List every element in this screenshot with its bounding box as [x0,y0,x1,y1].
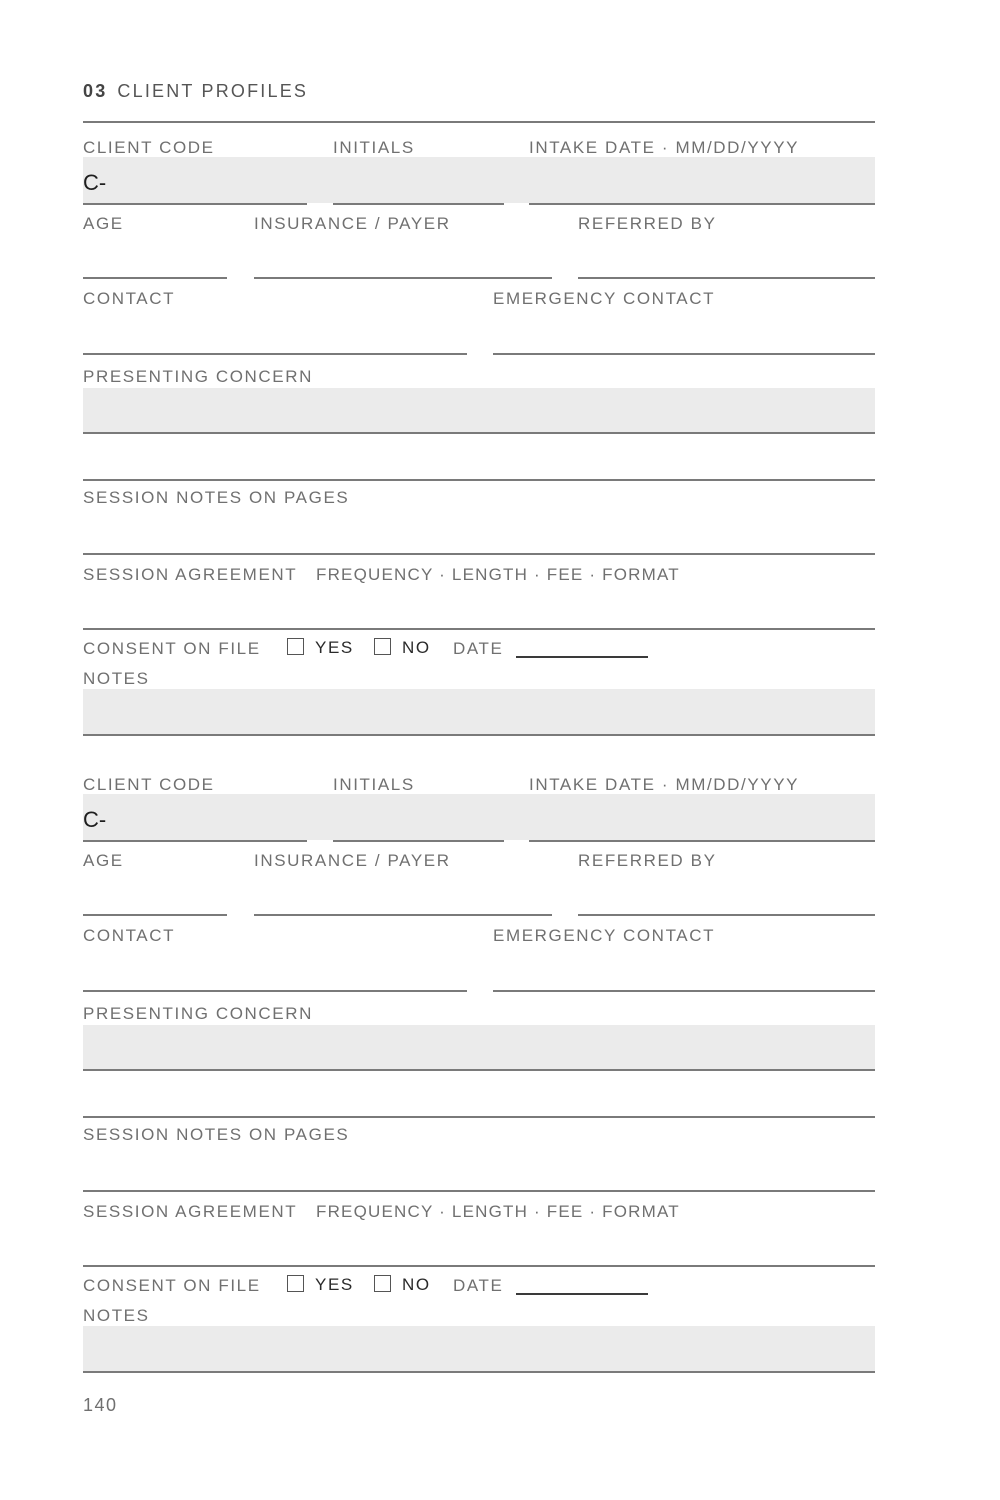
emergency-contact-label: EMERGENCY CONTACT [493,926,716,945]
consent-label: CONSENT ON FILE [83,639,261,658]
contact-label: CONTACT [83,926,176,945]
contact-label: CONTACT [83,289,176,308]
presenting-concern-line-1[interactable] [83,432,875,434]
client-code-field[interactable] [83,840,307,842]
consent-yes-checkbox[interactable] [287,638,304,655]
contact-field[interactable] [83,990,467,992]
notes-field[interactable] [83,1371,875,1373]
presenting-concern-line-2[interactable] [83,1116,875,1118]
session-agreement-hint: FREQUENCY · LENGTH · FEE · FORMAT [316,565,680,584]
session-agreement-label: SESSION AGREEMENT [83,1202,298,1221]
intake-date-label: INTAKE DATE · MM/DD/YYYY [529,775,800,794]
client-code-prefix: C- [83,170,107,195]
page-number: 140 [83,1395,118,1415]
consent-label: CONSENT ON FILE [83,1276,261,1295]
client-code-label: CLIENT CODE [83,138,215,157]
notes-shade [83,1326,875,1371]
notes-field[interactable] [83,734,875,736]
consent-date-label: DATE [453,1276,504,1295]
presenting-concern-line-1[interactable] [83,1069,875,1071]
emergency-contact-field[interactable] [493,990,875,992]
consent-no-checkbox[interactable] [374,1275,391,1292]
session-notes-label: SESSION NOTES ON PAGES [83,1125,350,1144]
age-field[interactable] [83,277,227,279]
identity-row-shade [83,794,875,840]
intake-date-field[interactable] [529,203,875,205]
intake-date-label: INTAKE DATE · MM/DD/YYYY [529,138,800,157]
section-number: 03 [83,81,108,101]
consent-yes-label: YES [315,1275,354,1294]
initials-label: INITIALS [333,775,415,794]
consent-date-label: DATE [453,639,504,658]
notes-label: NOTES [83,669,150,688]
client-code-field[interactable] [83,203,307,205]
presenting-concern-shade [83,1025,875,1069]
age-label: AGE [83,851,124,870]
session-agreement-hint: FREQUENCY · LENGTH · FEE · FORMAT [316,1202,680,1221]
initials-field[interactable] [333,203,504,205]
age-label: AGE [83,214,124,233]
session-notes-field[interactable] [83,553,875,555]
referred-by-field[interactable] [578,277,875,279]
section-header [83,82,308,100]
age-field[interactable] [83,914,227,916]
consent-no-label: NO [402,1275,431,1294]
session-agreement-label: SESSION AGREEMENT [83,565,298,584]
initials-field[interactable] [333,840,504,842]
emergency-contact-label: EMERGENCY CONTACT [493,289,716,308]
initials-label: INITIALS [333,138,415,157]
consent-date-field[interactable] [516,656,648,658]
emergency-contact-field[interactable] [493,353,875,355]
client-code-label: CLIENT CODE [83,775,215,794]
consent-no-checkbox[interactable] [374,638,391,655]
section-title: CLIENT PROFILES [117,81,309,101]
insurance-field[interactable] [254,914,552,916]
notes-shade [83,689,875,734]
session-notes-label: SESSION NOTES ON PAGES [83,488,350,507]
consent-date-field[interactable] [516,1293,648,1295]
referred-by-field[interactable] [578,914,875,916]
insurance-label: INSURANCE / PAYER [254,214,451,233]
intake-date-field[interactable] [529,840,875,842]
notes-label: NOTES [83,1306,150,1325]
session-agreement-field[interactable] [83,628,875,630]
contact-field[interactable] [83,353,467,355]
identity-row-shade [83,157,875,203]
presenting-concern-shade [83,388,875,432]
insurance-field[interactable] [254,277,552,279]
referred-by-label: REFERRED BY [578,214,717,233]
presenting-concern-label: PRESENTING CONCERN [83,367,313,386]
session-agreement-field[interactable] [83,1265,875,1267]
header-rule [83,121,875,123]
consent-yes-checkbox[interactable] [287,1275,304,1292]
referred-by-label: REFERRED BY [578,851,717,870]
insurance-label: INSURANCE / PAYER [254,851,451,870]
session-notes-field[interactable] [83,1190,875,1192]
presenting-concern-label: PRESENTING CONCERN [83,1004,313,1023]
presenting-concern-line-2[interactable] [83,479,875,481]
consent-yes-label: YES [315,638,354,657]
consent-no-label: NO [402,638,431,657]
client-code-prefix: C- [83,807,107,832]
